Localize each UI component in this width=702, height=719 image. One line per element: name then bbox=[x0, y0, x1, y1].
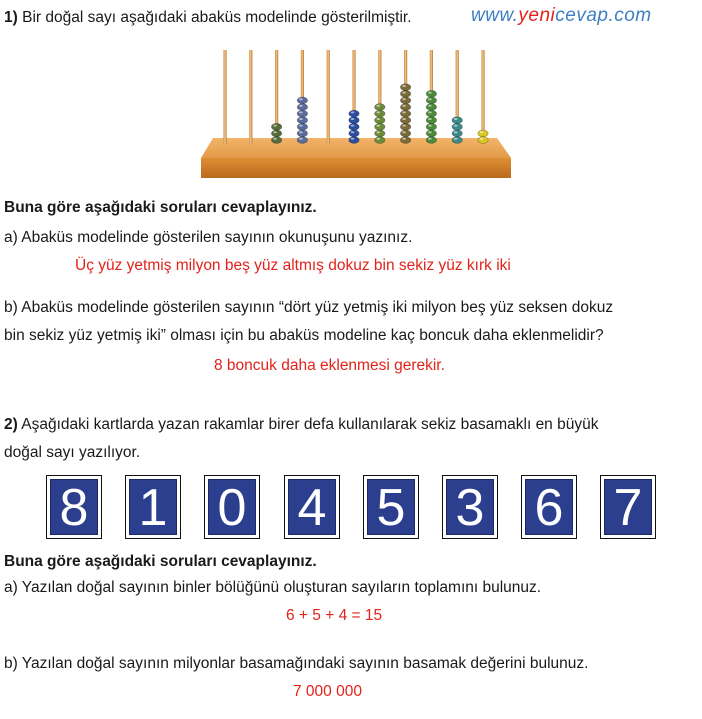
abacus-bead-highlight bbox=[273, 138, 277, 140]
abacus-bead-highlight bbox=[402, 92, 406, 94]
abacus-bead bbox=[271, 123, 281, 130]
abacus-bead bbox=[271, 137, 281, 144]
abacus-bead bbox=[400, 97, 410, 104]
abacus-bead-highlight bbox=[402, 105, 406, 107]
abacus-bead bbox=[400, 123, 410, 130]
q1-a-question: a) Abaküs modelinde gösterilen sayının okunuşunu yazınız. bbox=[4, 229, 413, 246]
abacus-bead-highlight bbox=[454, 131, 458, 133]
abacus-bead bbox=[375, 123, 385, 130]
digit-card: 1 bbox=[125, 475, 181, 539]
abacus-bead bbox=[375, 130, 385, 137]
abacus-bead-highlight bbox=[377, 105, 381, 107]
abacus-bead-highlight bbox=[428, 98, 432, 100]
abacus-rod bbox=[327, 50, 330, 144]
abacus-bead-highlight bbox=[428, 111, 432, 113]
abacus-bead bbox=[426, 137, 436, 144]
q2-intro-line1 bbox=[4, 416, 598, 434]
abacus-bead-highlight bbox=[402, 131, 406, 133]
abacus-bead bbox=[426, 97, 436, 104]
abacus-bead-highlight bbox=[454, 138, 458, 140]
abacus-bead bbox=[426, 110, 436, 117]
abacus-bead bbox=[452, 130, 462, 137]
abacus-bead-highlight bbox=[402, 125, 406, 127]
abacus-bead-highlight bbox=[299, 131, 303, 133]
abacus-bead bbox=[426, 123, 436, 130]
q2-intro-text: Aşağıdaki kartlarda yazan rakamlar birer defa kullanılarak sekiz basamaklı en büyük bbox=[21, 416, 599, 433]
abacus-bead-highlight bbox=[299, 125, 303, 127]
abacus-bead-highlight bbox=[402, 118, 406, 120]
abacus-bead-highlight bbox=[351, 125, 355, 127]
digit-card: 8 bbox=[46, 475, 102, 539]
q1-b-question-line2: bin sekiz yüz yetmiş iki” olması için bu abaküs modeline kaç boncuk daha eklenmelidir? bbox=[4, 327, 604, 344]
abacus-bead-highlight bbox=[299, 98, 303, 100]
q2-number: 2) bbox=[4, 416, 18, 433]
q1-intro bbox=[4, 9, 412, 27]
abacus-bead-highlight bbox=[480, 138, 484, 140]
q2-a-question: a) Yazılan doğal sayının binler bölüğünü oluşturan sayıların toplamını bulunuz. bbox=[4, 579, 542, 596]
abacus-bead-highlight bbox=[454, 118, 458, 120]
abacus-bead-highlight bbox=[299, 138, 303, 140]
abacus-bead-highlight bbox=[377, 111, 381, 113]
abacus-bead bbox=[400, 104, 410, 111]
q2-b-question: b) Yazılan doğal sayının milyonlar basamağındaki sayının basamak değerini bulunuz. bbox=[4, 655, 589, 672]
abacus-bead-highlight bbox=[480, 131, 484, 133]
abacus-bead bbox=[297, 130, 307, 137]
abacus-bead-highlight bbox=[428, 118, 432, 120]
abacus-bead bbox=[349, 123, 359, 130]
abacus-bead bbox=[478, 137, 488, 144]
abacus-bead-highlight bbox=[351, 111, 355, 113]
abacus-rod bbox=[223, 50, 226, 144]
digit-card: 3 bbox=[442, 475, 498, 539]
abacus-bead-highlight bbox=[402, 138, 406, 140]
abacus-rod bbox=[249, 50, 252, 144]
abacus-bead bbox=[349, 130, 359, 137]
digit-card: 7 bbox=[600, 475, 656, 539]
abacus-bead-highlight bbox=[299, 105, 303, 107]
abacus-bead bbox=[400, 84, 410, 91]
abacus-bead bbox=[297, 137, 307, 144]
q2-a-answer: 6 + 5 + 4 = 15 bbox=[286, 607, 383, 624]
digit-card: 4 bbox=[284, 475, 340, 539]
abacus-bead-highlight bbox=[428, 138, 432, 140]
abacus-bead bbox=[297, 97, 307, 104]
abacus-bead bbox=[426, 130, 436, 137]
abacus-bead bbox=[349, 110, 359, 117]
abacus-bead bbox=[375, 104, 385, 111]
q2-intro-line2: doğal sayı yazılıyor. bbox=[4, 444, 141, 461]
abacus-bead-highlight bbox=[351, 118, 355, 120]
abacus-bead-highlight bbox=[428, 131, 432, 133]
abacus-bead-highlight bbox=[273, 125, 277, 127]
digit-card: 0 bbox=[204, 475, 260, 539]
abacus-bead bbox=[400, 130, 410, 137]
abacus-bead bbox=[426, 104, 436, 111]
abacus-bead-highlight bbox=[402, 98, 406, 100]
abacus-base-front bbox=[201, 158, 511, 178]
abacus-rods bbox=[223, 50, 488, 144]
abacus-bead bbox=[426, 90, 436, 97]
abacus-bead-highlight bbox=[402, 85, 406, 87]
abacus-bead bbox=[349, 137, 359, 144]
abacus-bead bbox=[375, 137, 385, 144]
q1-subtitle: Buna göre aşağıdaki soruları cevaplayınız. bbox=[4, 199, 317, 216]
abacus-bead-highlight bbox=[273, 131, 277, 133]
abacus-bead bbox=[271, 130, 281, 137]
abacus-bead-highlight bbox=[454, 125, 458, 127]
q1-intro-text: Bir doğal sayı aşağıdaki abaküs modelinde gösterilmiştir. bbox=[22, 9, 412, 26]
abacus-bead bbox=[375, 110, 385, 117]
abacus-bead bbox=[400, 137, 410, 144]
abacus-bead bbox=[452, 137, 462, 144]
abacus-bead bbox=[297, 123, 307, 130]
abacus-bead-highlight bbox=[428, 125, 432, 127]
q1-b-answer: 8 boncuk daha eklenmesi gerekir. bbox=[214, 357, 445, 374]
q1-b-question-line1: b) Abaküs modelinde gösterilen sayının “dört yüz yetmiş iki milyon beş yüz seksen dokuz bbox=[4, 299, 614, 316]
q1-a-answer: Üç yüz yetmiş milyon beş yüz altmış dokuz bin sekiz yüz kırk iki bbox=[75, 257, 511, 274]
abacus-bead bbox=[400, 90, 410, 97]
abacus-bead bbox=[400, 117, 410, 124]
abacus-bead-highlight bbox=[377, 118, 381, 120]
q2-subtitle: Buna göre aşağıdaki soruları cevaplayınız. bbox=[4, 553, 317, 570]
site-logo: www.yenicevap.com bbox=[471, 5, 652, 26]
abacus-bead-highlight bbox=[377, 138, 381, 140]
abacus-bead bbox=[400, 110, 410, 117]
abacus-bead-highlight bbox=[402, 111, 406, 113]
abacus-bead bbox=[426, 117, 436, 124]
q2-b-answer: 7 000 000 bbox=[293, 683, 362, 700]
abacus-bead-highlight bbox=[299, 118, 303, 120]
abacus-bead bbox=[452, 117, 462, 124]
abacus-bead-highlight bbox=[377, 125, 381, 127]
abacus-bead bbox=[375, 117, 385, 124]
digit-card: 6 bbox=[521, 475, 577, 539]
abacus-illustration bbox=[195, 40, 515, 182]
abacus-bead-highlight bbox=[351, 138, 355, 140]
abacus-bead bbox=[349, 117, 359, 124]
abacus-bead bbox=[452, 123, 462, 130]
abacus-bead-highlight bbox=[428, 92, 432, 94]
digit-card: 5 bbox=[363, 475, 419, 539]
abacus-bead-highlight bbox=[351, 131, 355, 133]
abacus-bead-highlight bbox=[377, 131, 381, 133]
abacus-bead bbox=[297, 117, 307, 124]
abacus-bead bbox=[478, 130, 488, 137]
abacus-bead-highlight bbox=[428, 105, 432, 107]
abacus-bead bbox=[297, 104, 307, 111]
abacus-bead bbox=[297, 110, 307, 117]
abacus-bead-highlight bbox=[299, 111, 303, 113]
q1-number: 1) bbox=[4, 9, 18, 26]
